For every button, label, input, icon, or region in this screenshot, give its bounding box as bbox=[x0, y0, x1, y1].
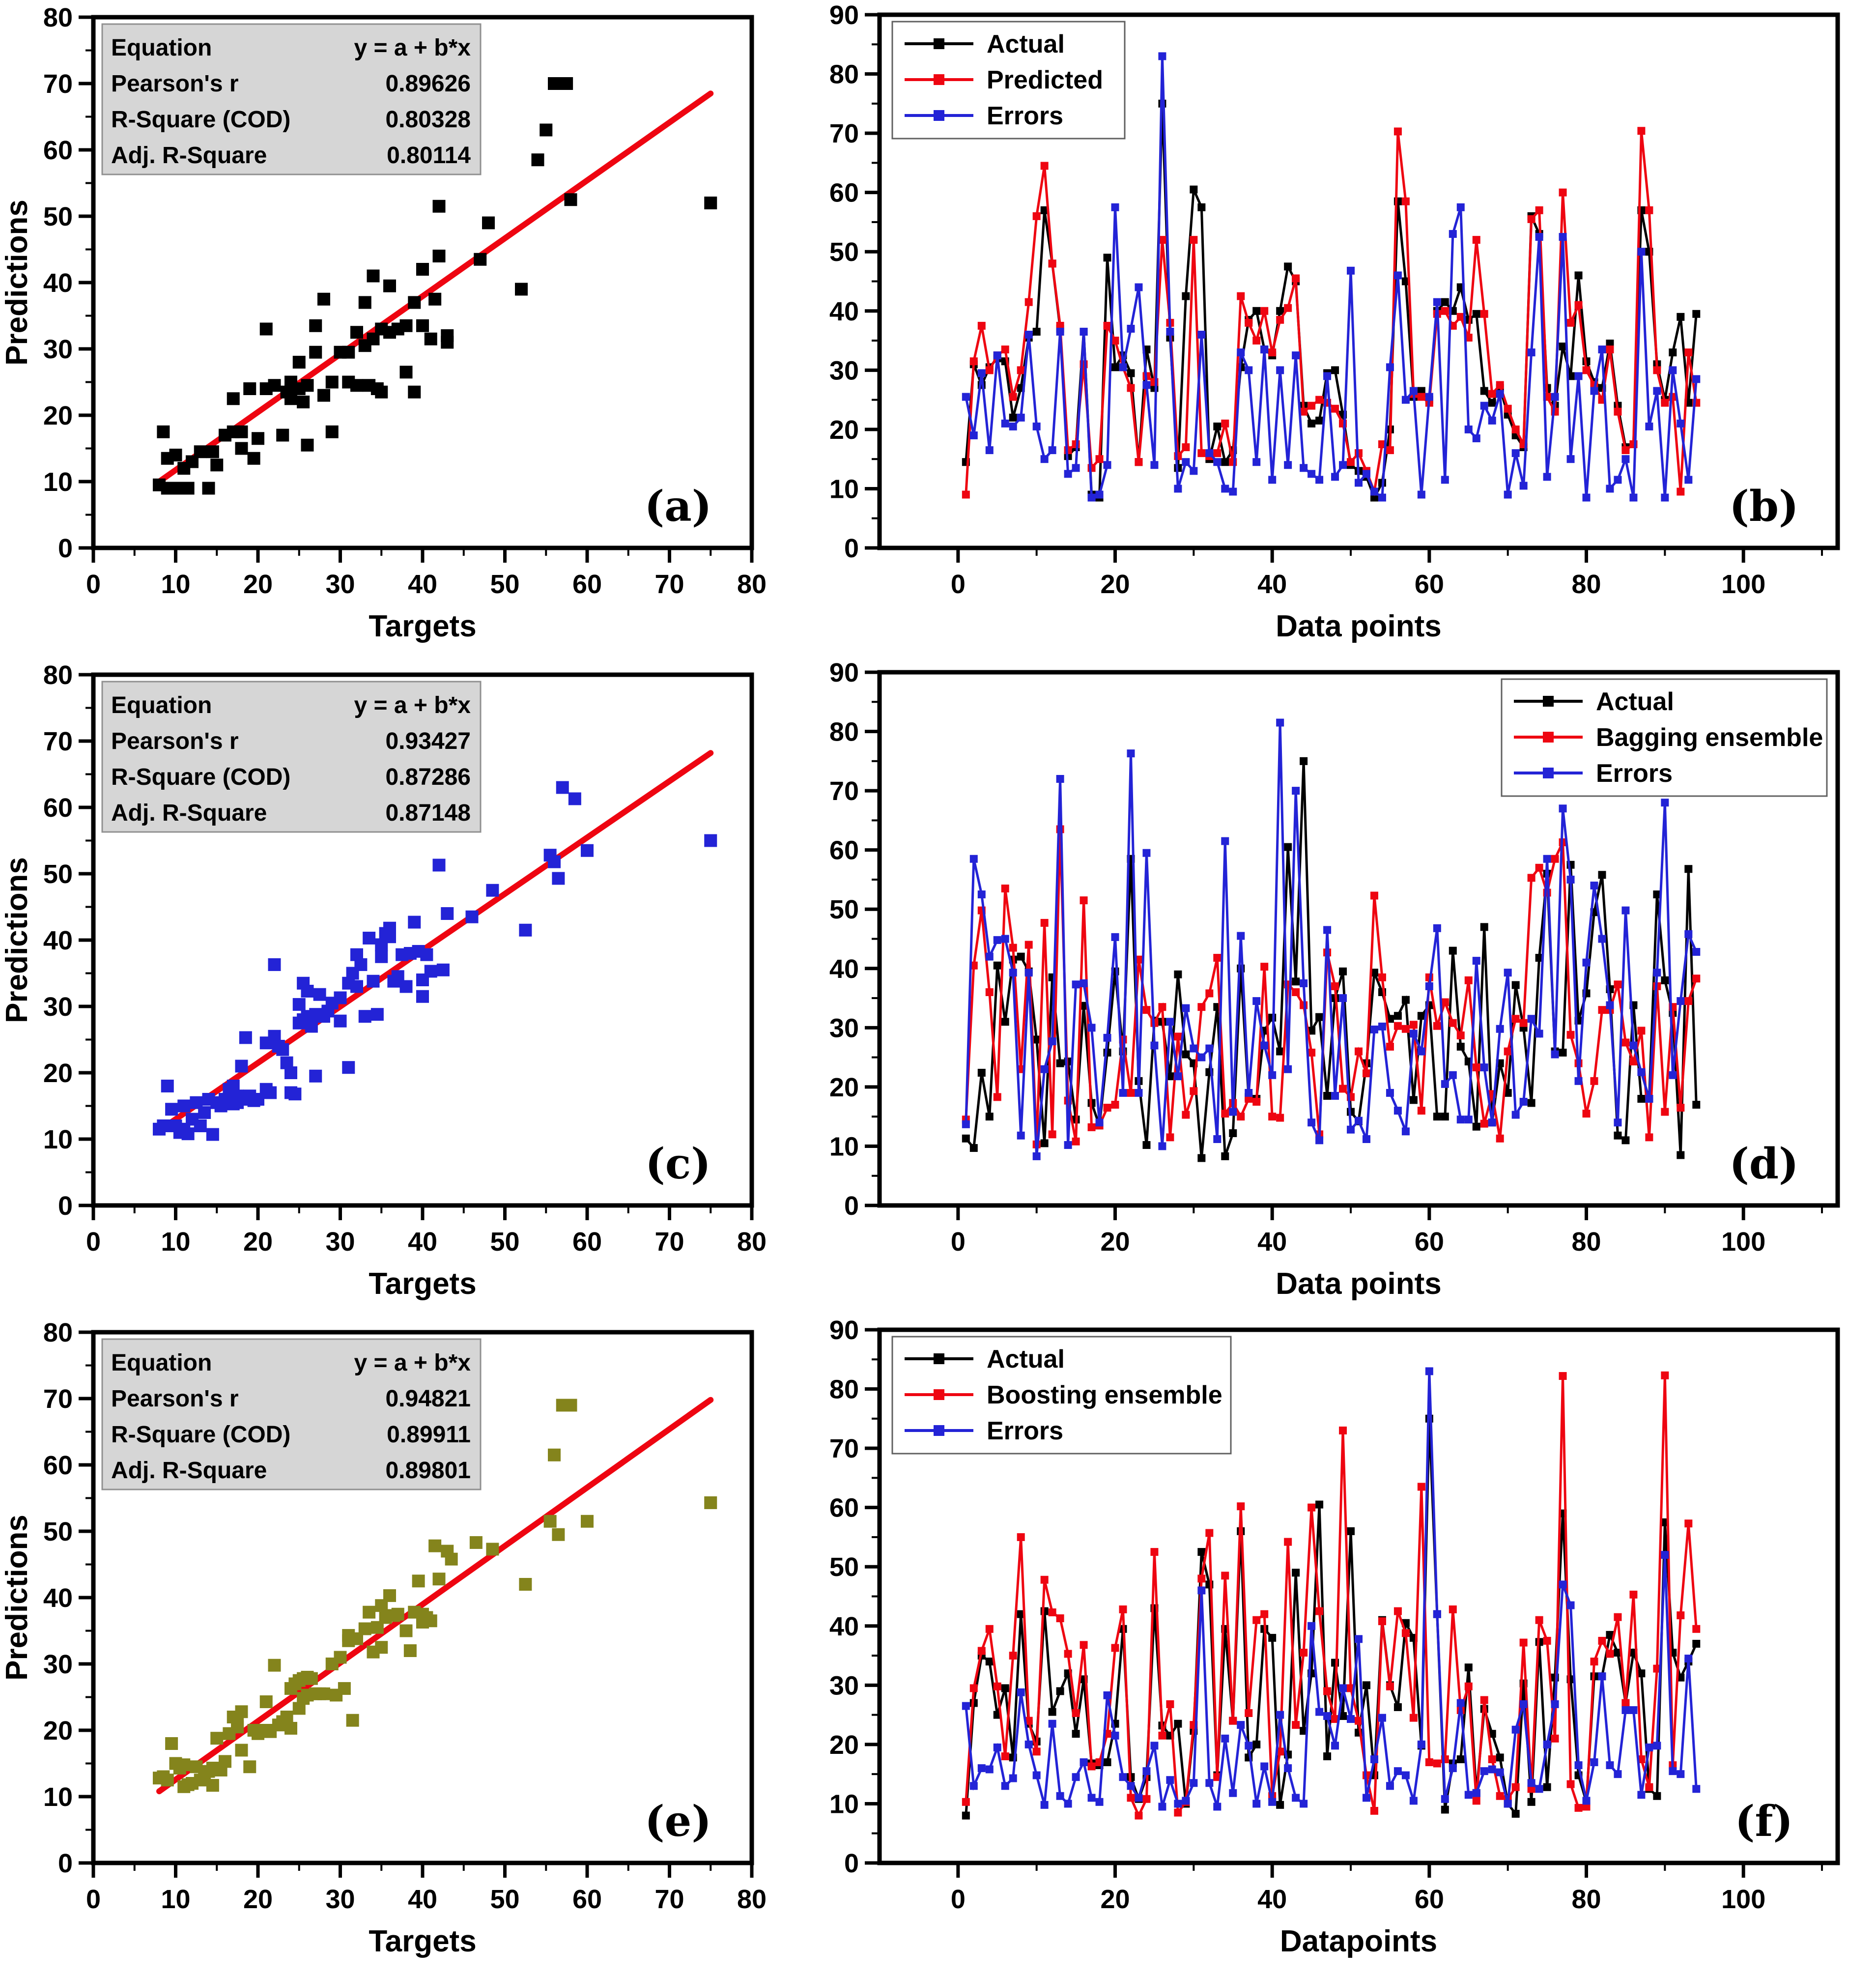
panel-e bbox=[0, 1315, 796, 1973]
stats-label: Pearson's r bbox=[111, 1386, 239, 1412]
y-tick-label: 50 bbox=[43, 202, 73, 231]
panel-b bbox=[796, 0, 1876, 658]
y-tick-label: 40 bbox=[43, 268, 73, 298]
x-axis bbox=[951, 548, 1765, 599]
x-tick-label: 60 bbox=[1414, 570, 1444, 599]
panel-b-svg bbox=[796, 0, 1876, 658]
x-tick-label: 40 bbox=[1257, 1227, 1287, 1257]
x-tick-label: 80 bbox=[1571, 570, 1601, 599]
x-axis bbox=[86, 1863, 767, 1914]
y-tick-label: 20 bbox=[829, 1072, 859, 1102]
x-tick-label: 100 bbox=[1721, 1227, 1766, 1257]
y-tick-label: 30 bbox=[43, 335, 73, 364]
legend bbox=[892, 22, 1125, 139]
y-tick-label: 90 bbox=[829, 658, 859, 687]
x-axis bbox=[951, 1205, 1765, 1257]
legend-label: Actual bbox=[1596, 687, 1674, 716]
y-tick-label: 20 bbox=[829, 415, 859, 445]
stats-label: Adj. R-Square bbox=[111, 143, 267, 169]
y-tick-label: 60 bbox=[43, 136, 73, 165]
y-tick-label: 0 bbox=[844, 1849, 859, 1878]
y-tick-label: 40 bbox=[43, 926, 73, 955]
x-tick-label: 60 bbox=[572, 1885, 602, 1914]
x-axis-label: Datapoints bbox=[1279, 1924, 1438, 1958]
panel-f bbox=[796, 1315, 1876, 1973]
panel-letter: (d) bbox=[1729, 1139, 1799, 1189]
x-axis-label: Data points bbox=[1276, 609, 1442, 643]
y-tick-label: 20 bbox=[43, 1716, 73, 1746]
x-tick-label: 60 bbox=[572, 1227, 602, 1257]
y-tick-label: 80 bbox=[43, 3, 73, 32]
stats-value: 0.89626 bbox=[385, 71, 471, 97]
legend-square-marker bbox=[934, 1353, 944, 1364]
x-tick-label: 40 bbox=[407, 570, 438, 599]
x-tick-label: 100 bbox=[1721, 1885, 1766, 1914]
y-tick-label: 80 bbox=[43, 1318, 73, 1347]
y-tick-label: 10 bbox=[43, 1125, 73, 1154]
y-tick-label: 40 bbox=[43, 1583, 73, 1613]
x-axis-label: Targets bbox=[369, 1267, 477, 1301]
stats-label: Equation bbox=[111, 35, 212, 61]
legend-square-marker bbox=[1543, 732, 1554, 743]
x-tick-label: 40 bbox=[1257, 570, 1287, 599]
y-tick-label: 30 bbox=[43, 992, 73, 1022]
x-tick-label: 20 bbox=[243, 570, 273, 599]
y-axis bbox=[43, 660, 93, 1221]
legend-label: Predicted bbox=[987, 66, 1103, 94]
x-tick-label: 30 bbox=[325, 1885, 355, 1914]
x-tick-label: 70 bbox=[654, 1227, 684, 1257]
stats-box bbox=[102, 24, 481, 174]
y-tick-label: 10 bbox=[829, 474, 859, 504]
y-tick-label: 20 bbox=[43, 1059, 73, 1088]
stats-label: Pearson's r bbox=[111, 71, 239, 97]
x-tick-label: 10 bbox=[161, 1885, 191, 1914]
panel-letter: (f) bbox=[1734, 1797, 1793, 1846]
stats-value: 0.93427 bbox=[385, 728, 471, 754]
y-tick-label: 50 bbox=[829, 237, 859, 267]
stats-value: 0.87286 bbox=[385, 764, 471, 790]
y-tick-label: 40 bbox=[829, 954, 859, 984]
x-tick-label: 40 bbox=[407, 1227, 438, 1257]
panel-c bbox=[0, 658, 796, 1315]
stats-value: 0.89911 bbox=[387, 1422, 471, 1448]
y-tick-label: 60 bbox=[43, 793, 73, 823]
y-tick-label: 0 bbox=[57, 1849, 73, 1878]
y-tick-label: 90 bbox=[829, 0, 859, 30]
y-tick-label: 60 bbox=[829, 1493, 859, 1523]
panel-letter: (a) bbox=[644, 482, 712, 531]
legend-label: Boosting ensemble bbox=[987, 1381, 1222, 1409]
x-tick-label: 0 bbox=[85, 1227, 101, 1257]
x-tick-label: 70 bbox=[654, 1885, 684, 1914]
panel-f-svg bbox=[796, 1315, 1876, 1973]
panel-letter: (e) bbox=[644, 1797, 712, 1846]
stats-box bbox=[102, 1339, 481, 1489]
stats-value: 0.89801 bbox=[385, 1458, 471, 1484]
x-tick-label: 40 bbox=[407, 1885, 438, 1914]
x-tick-label: 10 bbox=[161, 570, 191, 599]
stats-value: 0.80328 bbox=[385, 107, 471, 133]
x-tick-label: 50 bbox=[490, 1227, 520, 1257]
x-tick-label: 20 bbox=[1100, 570, 1130, 599]
legend-square-marker bbox=[934, 110, 944, 121]
stats-value: 0.94821 bbox=[385, 1386, 471, 1412]
x-tick-label: 20 bbox=[243, 1227, 273, 1257]
stats-value: 0.87148 bbox=[385, 800, 471, 826]
y-tick-label: 70 bbox=[829, 776, 859, 806]
legend bbox=[892, 1337, 1231, 1454]
legend-label: Bagging ensemble bbox=[1596, 723, 1823, 752]
x-tick-label: 60 bbox=[1414, 1227, 1444, 1257]
y-tick-label: 90 bbox=[829, 1316, 859, 1345]
x-tick-label: 60 bbox=[1414, 1885, 1444, 1914]
x-axis bbox=[951, 1863, 1765, 1914]
legend-square-marker bbox=[1543, 696, 1554, 707]
legend-label: Actual bbox=[987, 1345, 1065, 1374]
stats-label: R-Square (COD) bbox=[111, 1422, 291, 1448]
x-tick-label: 60 bbox=[572, 570, 602, 599]
x-tick-label: 20 bbox=[243, 1885, 273, 1914]
panel-e-svg bbox=[0, 1315, 796, 1973]
legend-square-marker bbox=[934, 38, 944, 49]
stats-value: y = a + b*x bbox=[354, 1350, 471, 1376]
y-tick-label: 10 bbox=[829, 1132, 859, 1162]
y-tick-label: 60 bbox=[829, 178, 859, 208]
y-tick-label: 80 bbox=[43, 660, 73, 690]
x-axis bbox=[86, 548, 767, 599]
x-tick-label: 40 bbox=[1257, 1885, 1287, 1914]
panel-d bbox=[796, 658, 1876, 1315]
y-tick-label: 50 bbox=[43, 1517, 73, 1546]
x-tick-label: 30 bbox=[325, 1227, 355, 1257]
x-tick-label: 50 bbox=[490, 1885, 520, 1914]
y-tick-label: 30 bbox=[829, 1013, 859, 1043]
x-tick-label: 0 bbox=[85, 570, 101, 599]
y-axis-label: Predictions bbox=[0, 200, 34, 366]
x-tick-label: 80 bbox=[737, 570, 767, 599]
y-tick-label: 20 bbox=[43, 401, 73, 430]
y-tick-label: 10 bbox=[829, 1789, 859, 1819]
y-axis bbox=[43, 3, 93, 563]
panel-letter: (c) bbox=[645, 1139, 711, 1189]
y-tick-label: 0 bbox=[57, 1191, 73, 1221]
panel-c-svg bbox=[0, 658, 796, 1315]
x-tick-label: 0 bbox=[85, 1885, 101, 1914]
x-tick-label: 80 bbox=[737, 1885, 767, 1914]
x-axis-label: Targets bbox=[369, 1924, 477, 1958]
x-tick-label: 0 bbox=[950, 570, 966, 599]
y-tick-label: 0 bbox=[57, 534, 73, 563]
x-tick-label: 100 bbox=[1721, 570, 1766, 599]
y-tick-label: 50 bbox=[829, 1552, 859, 1582]
stats-value: 0.80114 bbox=[387, 143, 471, 169]
panel-a bbox=[0, 0, 796, 658]
stats-box bbox=[102, 682, 481, 832]
x-tick-label: 30 bbox=[325, 570, 355, 599]
y-tick-label: 10 bbox=[43, 467, 73, 497]
y-tick-label: 40 bbox=[829, 1611, 859, 1641]
y-tick-label: 0 bbox=[844, 1191, 859, 1221]
stats-label: Adj. R-Square bbox=[111, 800, 267, 826]
y-tick-label: 10 bbox=[43, 1782, 73, 1812]
y-axis-label: Predictions bbox=[0, 857, 34, 1023]
y-axis-label: Predictions bbox=[0, 1515, 34, 1681]
legend-label: Errors bbox=[987, 102, 1064, 130]
legend-square-marker bbox=[934, 74, 944, 85]
y-tick-label: 80 bbox=[829, 1374, 859, 1404]
x-tick-label: 0 bbox=[950, 1227, 966, 1257]
y-tick-label: 70 bbox=[43, 727, 73, 756]
y-tick-label: 30 bbox=[43, 1650, 73, 1679]
stats-value: y = a + b*x bbox=[354, 35, 471, 61]
x-axis-label: Targets bbox=[369, 609, 477, 643]
y-tick-label: 50 bbox=[829, 895, 859, 925]
y-tick-label: 20 bbox=[829, 1730, 859, 1760]
y-tick-label: 30 bbox=[829, 1671, 859, 1701]
legend-square-marker bbox=[934, 1389, 944, 1400]
y-tick-label: 60 bbox=[43, 1451, 73, 1480]
legend-square-marker bbox=[934, 1425, 944, 1436]
x-tick-label: 10 bbox=[161, 1227, 191, 1257]
y-tick-label: 80 bbox=[829, 717, 859, 747]
x-tick-label: 50 bbox=[490, 570, 520, 599]
x-tick-label: 70 bbox=[654, 570, 684, 599]
x-tick-label: 80 bbox=[1571, 1227, 1601, 1257]
x-axis-label: Data points bbox=[1276, 1267, 1442, 1301]
legend bbox=[1502, 679, 1827, 796]
legend-label: Errors bbox=[1596, 759, 1673, 788]
y-tick-label: 70 bbox=[829, 119, 859, 149]
legend-label: Actual bbox=[987, 30, 1065, 58]
stats-value: y = a + b*x bbox=[354, 692, 471, 718]
y-tick-label: 70 bbox=[43, 69, 73, 99]
x-tick-label: 80 bbox=[737, 1227, 767, 1257]
x-tick-label: 20 bbox=[1100, 1227, 1130, 1257]
stats-label: Equation bbox=[111, 692, 212, 718]
y-tick-label: 0 bbox=[844, 534, 859, 563]
stats-label: Equation bbox=[111, 1350, 212, 1376]
y-axis bbox=[43, 1318, 93, 1878]
legend-label: Errors bbox=[987, 1417, 1064, 1445]
legend-square-marker bbox=[1543, 768, 1554, 778]
x-tick-label: 20 bbox=[1100, 1885, 1130, 1914]
panel-d-svg bbox=[796, 658, 1876, 1315]
x-axis bbox=[86, 1205, 767, 1257]
y-tick-label: 70 bbox=[829, 1434, 859, 1464]
stats-label: R-Square (COD) bbox=[111, 764, 291, 790]
y-tick-label: 70 bbox=[43, 1384, 73, 1414]
stats-label: Adj. R-Square bbox=[111, 1458, 267, 1484]
scatter-points bbox=[153, 781, 717, 1141]
y-tick-label: 60 bbox=[829, 835, 859, 865]
stats-label: Pearson's r bbox=[111, 728, 239, 754]
panel-letter: (b) bbox=[1729, 482, 1799, 531]
y-tick-label: 40 bbox=[829, 296, 859, 326]
y-tick-label: 30 bbox=[829, 356, 859, 386]
y-tick-label: 80 bbox=[829, 59, 859, 89]
y-tick-label: 50 bbox=[43, 859, 73, 889]
panel-a-svg bbox=[0, 0, 796, 658]
stats-label: R-Square (COD) bbox=[111, 107, 291, 133]
x-tick-label: 80 bbox=[1571, 1885, 1601, 1914]
x-tick-label: 0 bbox=[950, 1885, 966, 1914]
